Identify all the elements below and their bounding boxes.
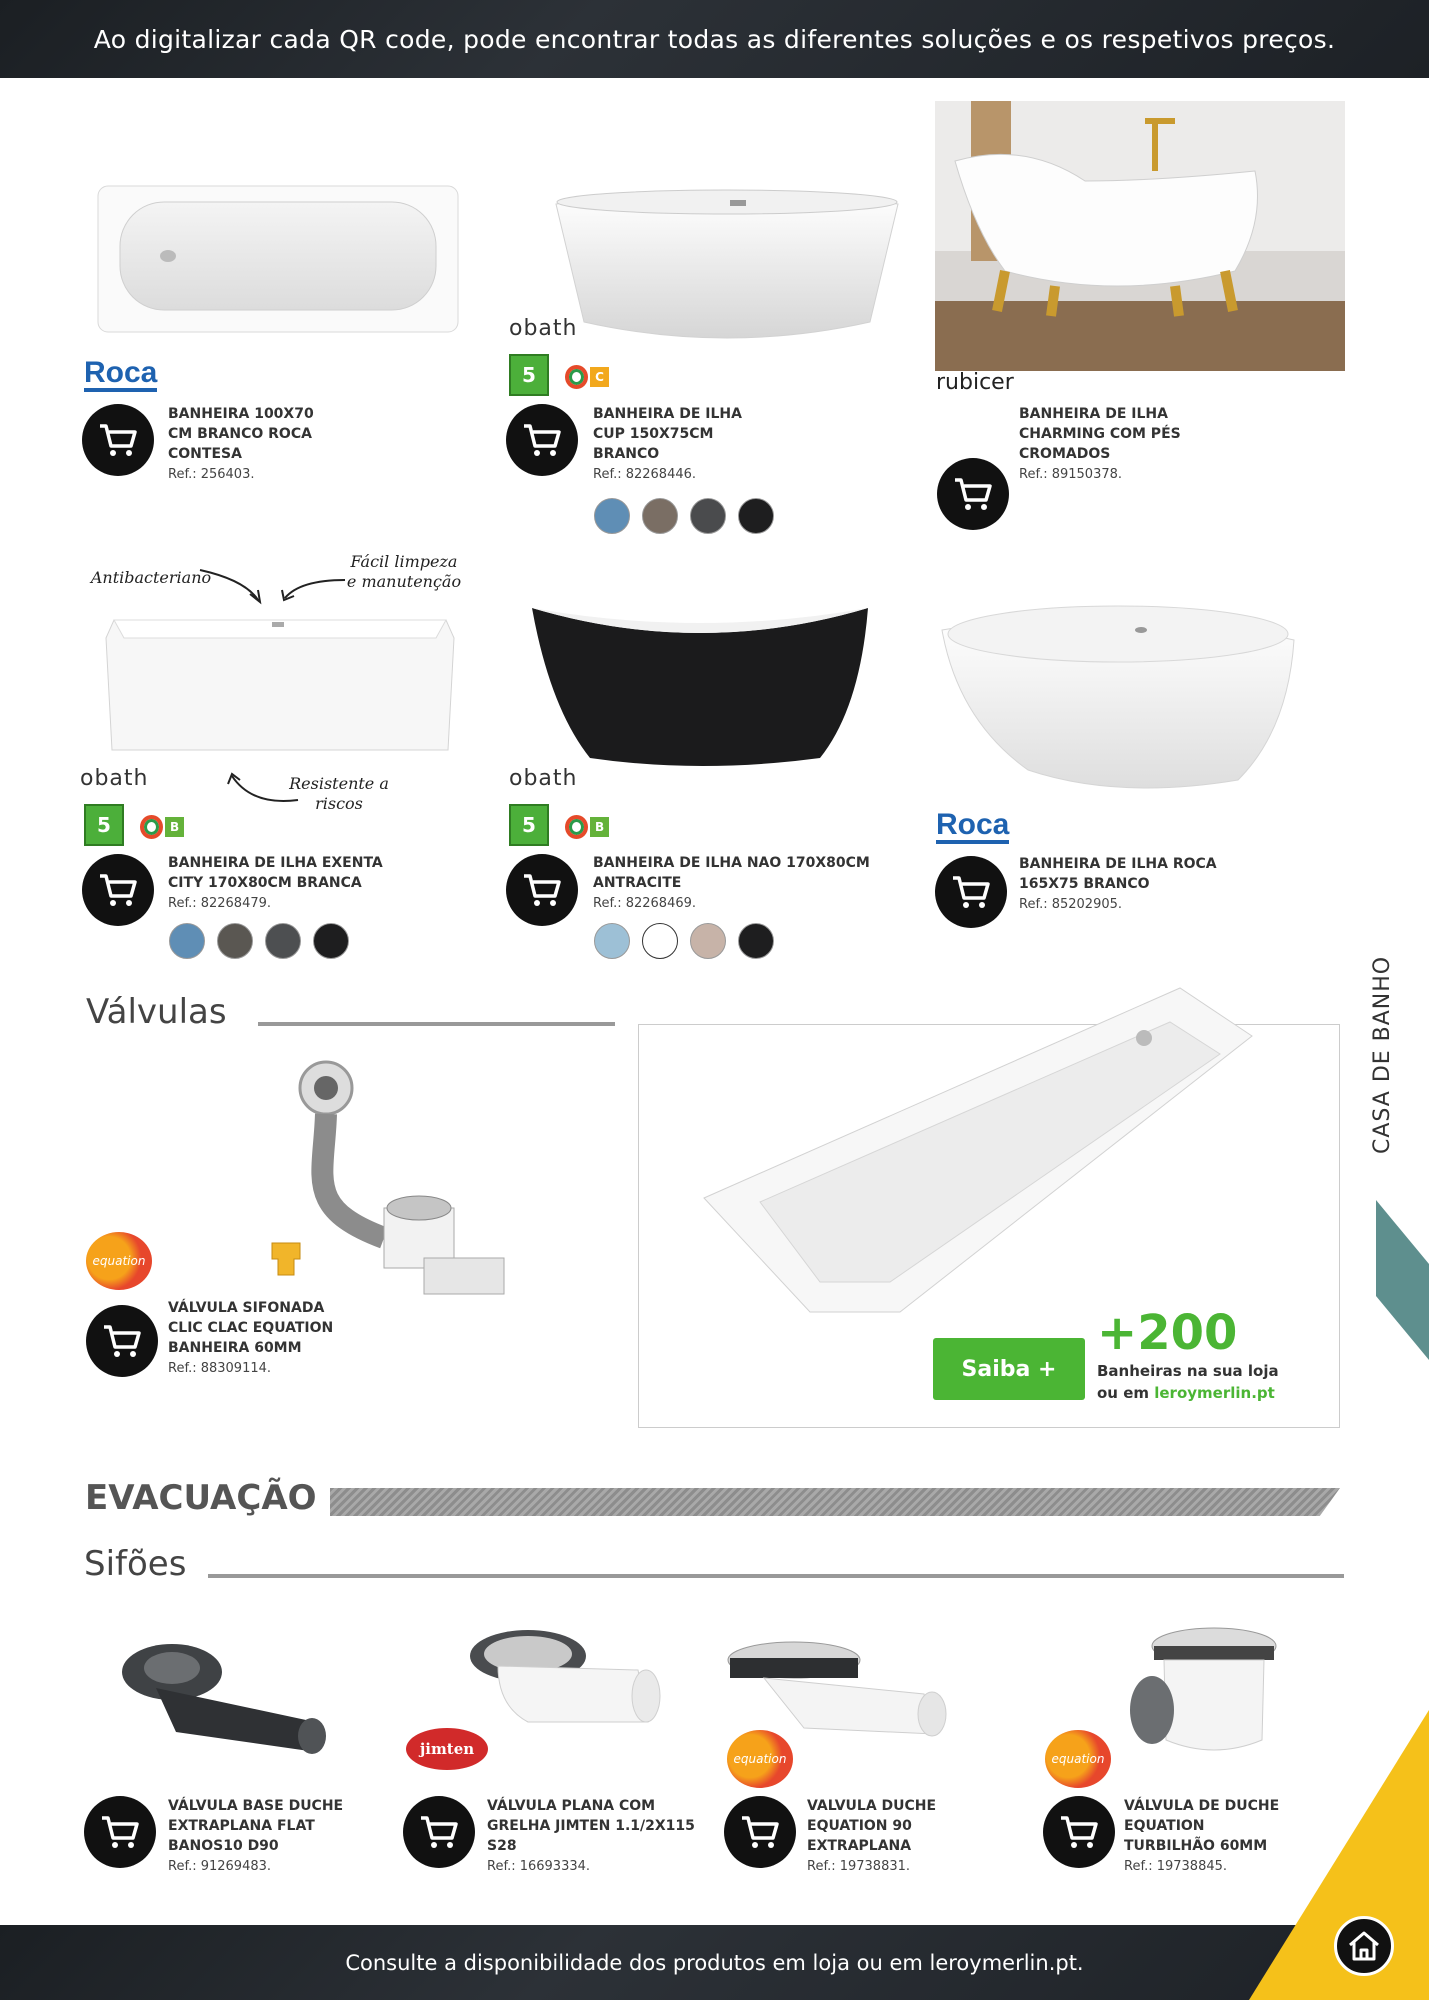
cart-button[interactable] — [724, 1796, 796, 1868]
cart-icon — [419, 1814, 459, 1850]
annotation-antibacterial: Antibacteriano — [90, 568, 212, 587]
promo-text: Banheiras na sua loja ou em leroymerlin.pt — [1097, 1362, 1279, 1402]
cart-button[interactable] — [84, 1796, 156, 1868]
energy-ring-icon — [140, 815, 163, 839]
top-banner — [0, 0, 1429, 78]
bathtub-cup-image — [552, 182, 902, 352]
cart-button[interactable] — [86, 1305, 158, 1377]
side-tab-decoration — [1376, 1200, 1429, 1360]
product-name: VÁLVULA SIFONADA CLIC CLAC EQUATION BANHEIRA 60MM Ref.: 88309114. — [168, 1300, 334, 1376]
brand-logo-obath: obath — [509, 766, 578, 791]
annotation-scratch: Resistente a riscos — [289, 774, 389, 813]
bottom-banner-text: Consulte a disponibilidade dos produtos em loja ou em leroymerlin.pt. — [345, 1950, 1084, 1975]
bathtub-city-image — [100, 560, 460, 760]
valve-image — [264, 1058, 514, 1308]
product-name: VÁLVULA DE DUCHE EQUATION TURBILHÃO 60MM Ref.: 19738845. — [1124, 1798, 1280, 1874]
energy-label: B — [565, 814, 609, 840]
color-swatches — [594, 923, 774, 959]
product-name: VALVULA DUCHE EQUATION 90 EXTRAPLANA Ref.: 19738831. — [807, 1798, 937, 1874]
cart-icon — [1059, 1814, 1099, 1850]
product-ref: Ref.: 91269483. — [168, 1859, 272, 1874]
product-ref: Ref.: 85202905. — [1019, 897, 1123, 912]
swatch-beige[interactable] — [690, 923, 726, 959]
cart-button[interactable] — [82, 854, 154, 926]
energy-label: B — [140, 814, 184, 840]
product-name: VÁLVULA PLANA COM GRELHA JIMTEN 1.1/2X115 S28 Ref.: 16693334. — [487, 1798, 695, 1874]
swatch-blue[interactable] — [594, 498, 630, 534]
section-divider — [258, 1022, 615, 1026]
swatch-black[interactable] — [313, 923, 349, 959]
cart-button[interactable] — [403, 1796, 475, 1868]
home-button[interactable] — [1334, 1916, 1394, 1976]
swatch-white[interactable] — [642, 923, 678, 959]
cart-icon — [98, 422, 138, 458]
cart-icon — [953, 476, 993, 512]
siphon-flat-image — [116, 1636, 336, 1766]
brand-logo-roca: Roca — [936, 810, 1009, 844]
energy-ring-icon — [565, 365, 588, 389]
brand-logo-jimten: jimten — [406, 1728, 488, 1770]
swatch-light-blue[interactable] — [594, 923, 630, 959]
section-title-valves: Válvulas — [86, 992, 227, 1032]
cart-icon — [98, 872, 138, 908]
swatch-black[interactable] — [738, 923, 774, 959]
swatch-grey[interactable] — [265, 923, 301, 959]
energy-label: C — [565, 364, 609, 390]
brand-logo-obath: obath — [80, 766, 149, 791]
promo-bathtub-image — [700, 982, 1260, 1322]
product-name: BANHEIRA DE ILHA EXENTA CITY 170X80CM BRANCA Ref.: 82268479. — [168, 855, 383, 911]
product-ref: Ref.: 19738845. — [1124, 1859, 1228, 1874]
cart-button[interactable] — [1043, 1796, 1115, 1868]
cart-button[interactable] — [82, 404, 154, 476]
cart-button[interactable] — [506, 854, 578, 926]
product-ref: Ref.: 16693334. — [487, 1859, 591, 1874]
product-ref: Ref.: 82268469. — [593, 896, 697, 911]
cart-icon — [100, 1814, 140, 1850]
bathtub-roca-island-image — [938, 600, 1298, 800]
siphon-turbilhao-image — [1124, 1620, 1284, 1770]
cart-button[interactable] — [935, 856, 1007, 928]
brand-logo-obath: obath — [509, 316, 578, 341]
product-ref: Ref.: 256403. — [168, 467, 255, 482]
bathtub-contesa-image — [96, 184, 460, 334]
bathtub-charming-image — [935, 101, 1345, 371]
product-ref: Ref.: 89150378. — [1019, 467, 1123, 482]
bottom-banner — [0, 1925, 1429, 2000]
cart-button[interactable] — [937, 458, 1009, 530]
product-name: BANHEIRA DE ILHA NAO 170X80CM ANTRACITE Ref.: 82268469. — [593, 855, 870, 911]
warranty-badge: 5 — [84, 804, 124, 846]
brand-logo-roca: Roca — [84, 358, 157, 392]
promo-count: +200 — [1097, 1305, 1238, 1361]
cart-icon — [951, 874, 991, 910]
annotation-easy-clean: Fácil limpeza e manutenção — [346, 552, 462, 591]
product-ref: Ref.: 82268479. — [168, 896, 272, 911]
product-name: BANHEIRA 100X70 CM BRANCO ROCA CONTESA Ref.: 256403. — [168, 406, 314, 482]
siphon-grate-image — [468, 1626, 668, 1736]
product-ref: Ref.: 19738831. — [807, 1859, 911, 1874]
swatch-blue[interactable] — [169, 923, 205, 959]
cart-icon — [522, 872, 562, 908]
product-name: BANHEIRA DE ILHA CHARMING COM PÉS CROMADOS Ref.: 89150378. — [1019, 406, 1181, 482]
home-icon — [1347, 1930, 1381, 1962]
product-ref: Ref.: 82268446. — [593, 467, 697, 482]
learn-more-button[interactable]: Saiba + — [933, 1338, 1085, 1400]
bathtub-nao-image — [530, 598, 870, 768]
brand-logo-equation: equation — [86, 1232, 152, 1290]
energy-ring-icon — [565, 815, 588, 839]
color-swatches — [594, 498, 774, 534]
evacuation-band — [330, 1488, 1340, 1516]
color-swatches — [169, 923, 349, 959]
cart-icon — [740, 1814, 780, 1850]
section-side-label: CASA DE BANHO — [1370, 955, 1395, 1155]
top-banner-text: Ao digitalizar cada QR code, pode encontrar todas as diferentes soluções e os respetivos preços. — [93, 24, 1336, 54]
swatch-black[interactable] — [738, 498, 774, 534]
section-title-siphons: Sifões — [84, 1544, 187, 1584]
warranty-badge: 5 — [509, 354, 549, 396]
section-title-evacuation: EVACUAÇÃO — [85, 1478, 317, 1518]
product-name: BANHEIRA DE ILHA CUP 150X75CM BRANCO Ref.: 82268446. — [593, 406, 742, 482]
brand-logo-equation: equation — [1045, 1730, 1111, 1788]
swatch-brown-grey[interactable] — [217, 923, 253, 959]
swatch-grey[interactable] — [690, 498, 726, 534]
swatch-taupe[interactable] — [642, 498, 678, 534]
cart-button[interactable] — [506, 404, 578, 476]
brand-logo-equation: equation — [727, 1730, 793, 1788]
warranty-badge: 5 — [509, 804, 549, 846]
product-ref: Ref.: 88309114. — [168, 1361, 272, 1376]
promo-link[interactable]: leroymerlin.pt — [1154, 1384, 1275, 1402]
cart-icon — [102, 1323, 142, 1359]
section-divider — [208, 1574, 1344, 1578]
brand-logo-rubicer: rubicer — [936, 370, 1014, 395]
product-name: VÁLVULA BASE DUCHE EXTRAPLANA FLAT BANOS10 D90 Ref.: 91269483. — [168, 1798, 344, 1874]
cart-icon — [522, 422, 562, 458]
product-name: BANHEIRA DE ILHA ROCA 165X75 BRANCO Ref.: 85202905. — [1019, 856, 1217, 912]
